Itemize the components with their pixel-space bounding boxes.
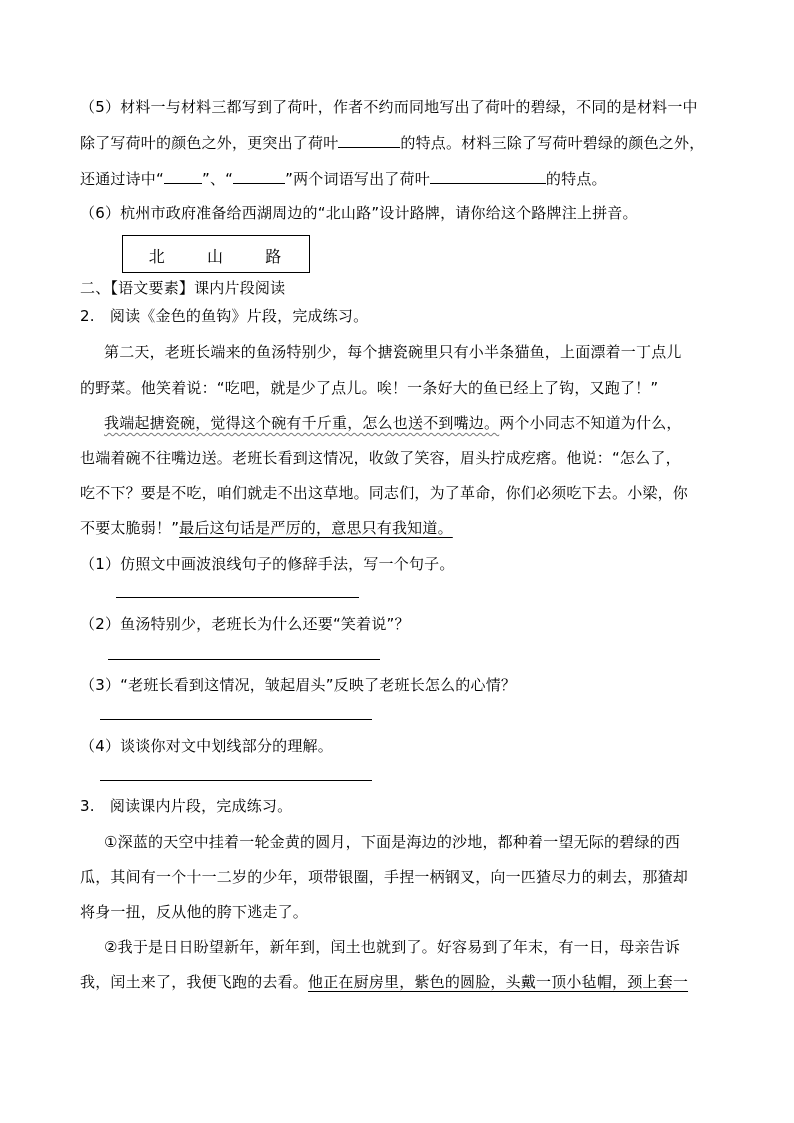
q5-line-2-text-a: 除了写荷叶的颜色之外，更突出了荷叶 <box>80 134 339 152</box>
q5-line-3-text-a: 还通过诗中“ <box>80 170 164 188</box>
q2-para-1-line-1: 第二天，老班长端来的鱼汤特别少，每个搪瓷碗里只有小半条猫鱼，上面漂着一丁点儿 <box>104 343 682 361</box>
q5-line-3 <box>80 169 607 189</box>
road-sign-char-2: 山 <box>206 247 225 266</box>
q2-para-2-line-4-plain: 不要太脆弱！” <box>80 519 180 537</box>
q5-blank-3[interactable] <box>233 169 285 184</box>
q2-sub-2-answer-line[interactable] <box>108 659 380 660</box>
q2-heading: 2. 阅读《金色的鱼钩》片段，完成练习。 <box>80 307 369 325</box>
q3-para-2-line-2 <box>80 972 688 992</box>
q3-para-2-line-1: ②我于是日日盼望新年，新年到，闰土也就到了。好容易到了年末，有一日，母亲告诉 <box>104 938 681 956</box>
q3-para-1-line-1: ①深蓝的天空中挂着一轮金黄的圆月，下面是海边的沙地，都种着一望无际的碧绿的西 <box>104 833 681 851</box>
q2-sub-3: （3）“老班长看到这情况，皱起眉头”反映了老班长怎么的心情？ <box>80 676 517 694</box>
q3-para-1-line-2: 瓜，其间有一个十一二岁的少年，项带银圈，手捏一柄钢叉，向一匹猹尽力的刺去，那猹却 <box>80 868 689 886</box>
q2-sub-1-answer-line[interactable] <box>116 597 359 598</box>
q5-line-1: （5）材料一与材料三都写到了荷叶，作者不约而同地写出了荷叶的碧绿，不同的是材料一中 <box>80 98 698 116</box>
q5-line-2-text-b: 的特点。材料三除了写荷叶碧绿的颜色之外， <box>400 134 705 152</box>
q5-blank-2[interactable] <box>164 169 202 184</box>
q3-underlined-sentence: 他正在厨房里，紫色的圆脸，头戴一顶小毡帽，颈上套一 <box>308 973 689 991</box>
road-sign-box[interactable] <box>122 235 310 273</box>
q2-para-2-line-4 <box>80 518 453 538</box>
q5-line-3-text-b: ”、“ <box>201 170 234 188</box>
road-sign-char-1: 北 <box>148 247 167 266</box>
q3-heading: 3. 阅读课内片段，完成练习。 <box>80 797 293 815</box>
q2-sub-1: （1）仿照文中画波浪线句子的修辞手法，写一个句子。 <box>80 555 455 573</box>
q5-line-2 <box>80 133 704 153</box>
section-2-heading: 二、【语文要素】课内片段阅读 <box>80 279 286 297</box>
q2-sub-4: （4）谈谈你对文中划线部分的理解。 <box>80 737 333 755</box>
q2-para-2-line-1 <box>104 413 682 433</box>
q6-text: （6）杭州市政府准备给西湖周边的“北山路”设计路牌，请你给这个路牌注上拼音。 <box>80 204 638 222</box>
q2-sub-4-answer-line[interactable] <box>100 780 372 781</box>
road-sign-text <box>123 244 309 267</box>
q2-para-2-line-2: 也端着碗不往嘴边送。老班长看到这情况，收敛了笑容，眉头拧成疙瘩。他说：“怎么了， <box>80 449 681 467</box>
q2-para-2-line-1-rest: 两个小同志不知道为什么， <box>499 414 682 432</box>
q2-wavy-sentence: 我端起搪瓷碗，觉得这个碗有千斤重，怎么也送不到嘴边。 <box>104 414 500 432</box>
q5-line-3-text-d: 的特点。 <box>545 170 607 188</box>
q5-blank-1[interactable] <box>338 133 400 148</box>
q5-line-3-text-c: ”两个词语写出了荷叶 <box>285 170 430 188</box>
q2-sub-3-answer-line[interactable] <box>100 719 372 720</box>
q2-underlined-sentence: 最后这句话是严厉的，意思只有我知道。 <box>179 519 453 537</box>
q2-sub-2: （2）鱼汤特别少，老班长为什么还要“笑着说”？ <box>80 615 410 633</box>
q2-para-1-line-2: 的野菜。他笑着说：“吃吧，就是少了点儿。唉！一条好大的鱼已经上了钩，又跑了！” <box>80 379 659 397</box>
q2-para-2-line-3: 吃不下？要是不吃，咱们就走不出这草地。同志们，为了革命，你们必须吃下去。小梁，你 <box>80 484 689 502</box>
q5-blank-4[interactable] <box>430 169 546 184</box>
q3-para-1-line-3: 将身一扭，反从他的胯下逃走了。 <box>80 903 309 921</box>
road-sign-char-3: 路 <box>265 247 284 266</box>
q3-para-2-line-2-plain: 我，闰土来了，我便飞跑的去看。 <box>80 973 309 991</box>
